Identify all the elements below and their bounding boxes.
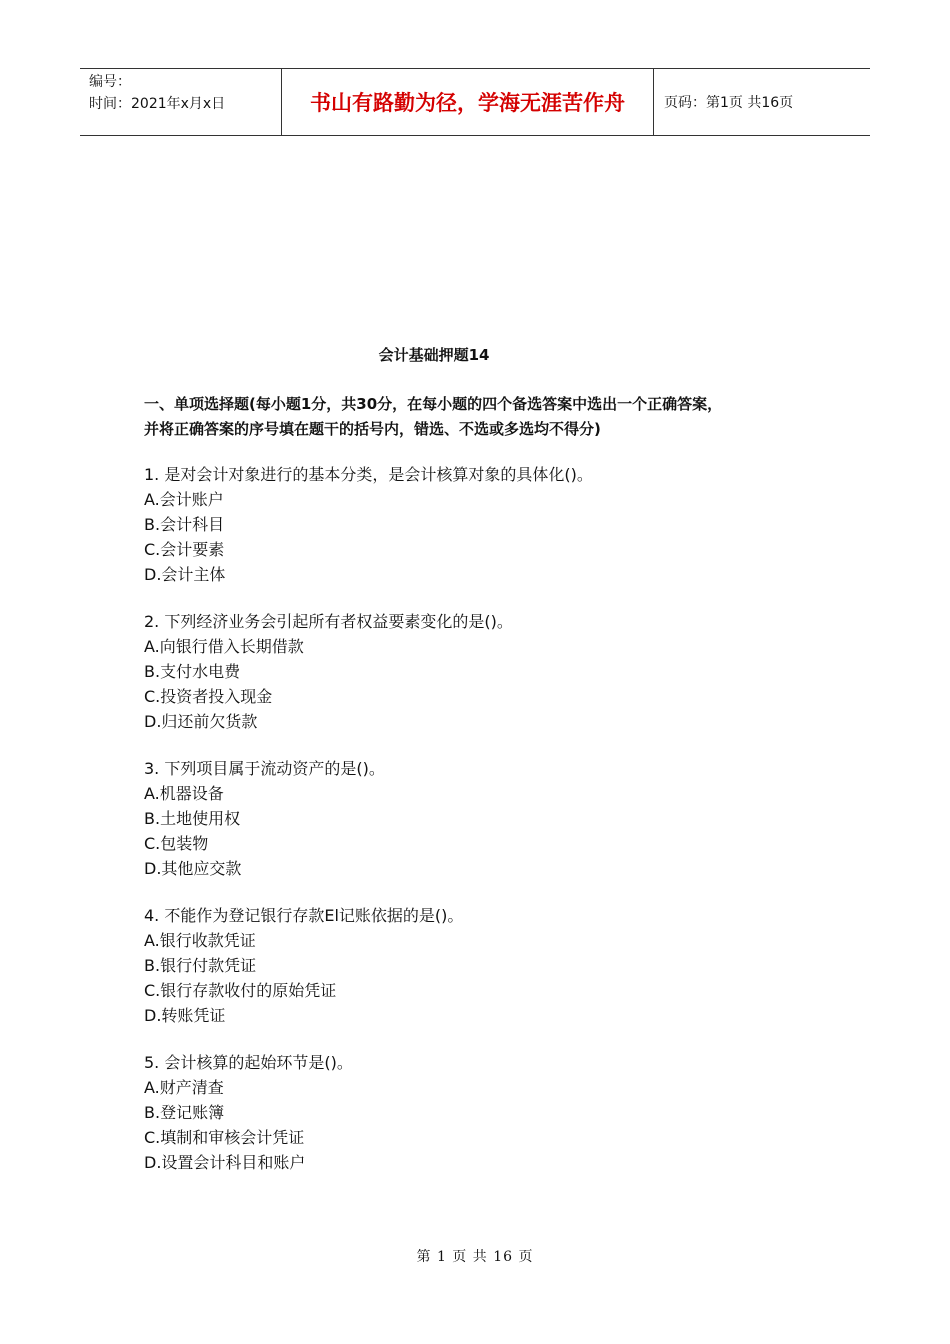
question-5	[144, 1050, 834, 1175]
option-d: D.会计主体	[144, 565, 226, 584]
question-3	[144, 756, 834, 881]
question-4	[144, 903, 834, 1028]
option-d: D.其他应交款	[144, 859, 242, 878]
option-b: B.支付水电费	[144, 662, 241, 681]
page-footer: 第 1 页 共 16 页	[416, 1249, 534, 1265]
option-d: D.归还前欠货款	[144, 712, 258, 731]
section-instructions	[144, 392, 834, 442]
option-a: A.会计账户	[144, 490, 224, 509]
question-stem: 3. 下列项目属于流动资产的是()。	[144, 759, 385, 778]
option-a: A.向银行借入长期借款	[144, 637, 304, 656]
option-c: C.包装物	[144, 834, 209, 853]
motto-text: 书山有路勤为径，学海无涯苦作舟	[310, 90, 625, 115]
option-a: A.财产清查	[144, 1078, 224, 1097]
question-list	[144, 462, 834, 1197]
question-stem: 2. 下列经济业务会引起所有者权益要素变化的是()。	[144, 612, 513, 631]
option-d: D.转账凭证	[144, 1006, 226, 1025]
option-c: C.填制和审核会计凭证	[144, 1128, 305, 1147]
question-1	[144, 462, 834, 587]
question-stem: 4. 不能作为登记银行存款El记账依据的是()。	[144, 906, 464, 925]
document-title: 会计基础押题14	[378, 346, 490, 364]
option-a: A.机器设备	[144, 784, 224, 803]
option-c: C.会计要素	[144, 540, 225, 559]
option-a: A.银行收款凭证	[144, 931, 256, 950]
option-c: C.银行存款收付的原始凭证	[144, 981, 337, 1000]
question-2	[144, 609, 834, 734]
option-b: B.会计科目	[144, 515, 225, 534]
question-stem: 5. 会计核算的起始环节是()。	[144, 1053, 353, 1072]
instructions-line-1: 一、单项选择题(每小题1分，共30分，在每小题的四个备选答案中选出一个正确答案，	[144, 395, 723, 413]
page-label: 页码：第1页 共16页	[664, 95, 794, 111]
motto-cell	[281, 69, 654, 135]
option-d: D.设置会计科目和账户	[144, 1153, 306, 1172]
option-b: B.登记账簿	[144, 1103, 225, 1122]
page-info-cell	[654, 69, 870, 135]
option-b: B.银行付款凭证	[144, 956, 257, 975]
option-c: C.投资者投入现金	[144, 687, 273, 706]
instructions-line-2: 并将正确答案的序号填在题干的括号内，错选、不选或多选均不得分)	[144, 420, 601, 438]
number-label: 编号：	[89, 74, 131, 90]
header-table	[80, 68, 870, 136]
header-meta-cell	[80, 69, 281, 135]
time-label: 时间：2021年x月x日	[89, 96, 226, 112]
question-stem: 1. 是对会计对象进行的基本分类，是会计核算对象的具体化()。	[144, 465, 593, 484]
option-b: B.土地使用权	[144, 809, 241, 828]
